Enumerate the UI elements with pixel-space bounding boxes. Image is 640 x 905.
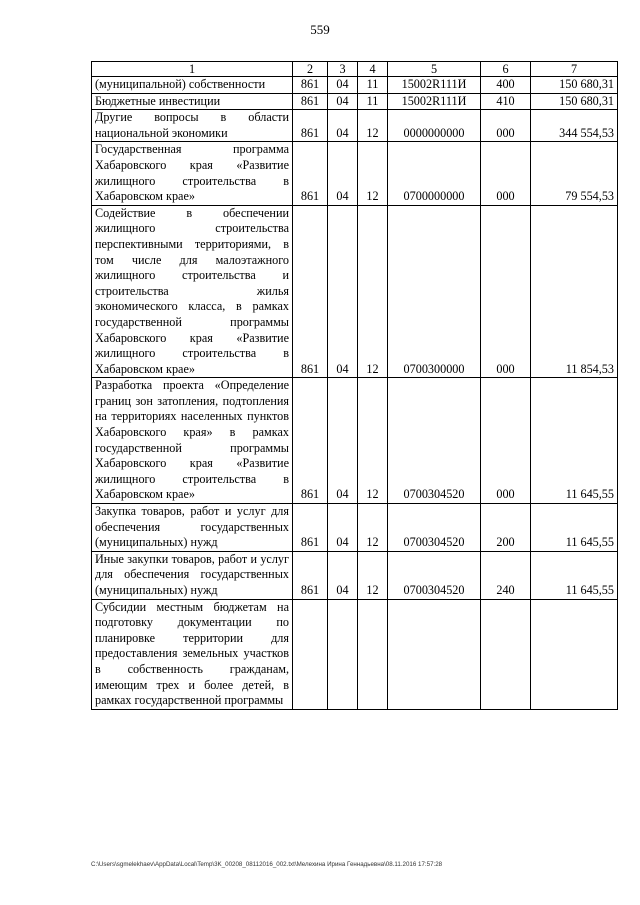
expense-type-code: 000 [481, 142, 531, 205]
amount: 79 554,53 [531, 142, 618, 205]
row-name: Государственная программа Хабаровского края «Развитие жилищного строительства в Хабаровском крае» [92, 142, 293, 205]
expense-type-code: 200 [481, 504, 531, 552]
subsection-code [358, 599, 388, 709]
ministry-code [293, 599, 328, 709]
target-article-code: 15002R111И [388, 77, 481, 94]
subsection-code: 11 [358, 93, 388, 110]
section-code: 04 [328, 110, 358, 142]
ministry-code: 861 [293, 142, 328, 205]
target-article-code: 0700304520 [388, 551, 481, 599]
target-article-code: 0000000000 [388, 110, 481, 142]
expense-type-code [481, 599, 531, 709]
subsection-code: 12 [358, 110, 388, 142]
row-name: Закупка товаров, работ и услуг для обеспечения государственных (муниципальных) нужд [92, 504, 293, 552]
row-name: Иные закупки товаров, работ и услуг для обеспечения государственных (муниципальных) нужд [92, 551, 293, 599]
row-name: Субсидии местным бюджетам на подготовку документации по планировке территории для предоставления земельных участков в собственность гражданам, имеющим трех и более детей, в рамках государственной программы [92, 599, 293, 709]
expense-type-code: 000 [481, 205, 531, 378]
page-number: 559 [310, 22, 330, 37]
section-code: 04 [328, 378, 358, 504]
expense-type-code: 400 [481, 77, 531, 94]
section-code: 04 [328, 205, 358, 378]
target-article-code: 0700300000 [388, 205, 481, 378]
amount [531, 599, 618, 709]
subsection-code: 12 [358, 142, 388, 205]
budget-table [91, 61, 618, 710]
target-article-code: 0700000000 [388, 142, 481, 205]
ministry-code: 861 [293, 205, 328, 378]
subsection-code: 12 [358, 504, 388, 552]
section-code: 04 [328, 93, 358, 110]
table-row [92, 142, 618, 205]
table-row [92, 599, 618, 709]
expense-type-code: 000 [481, 378, 531, 504]
table-row [92, 77, 618, 94]
amount: 344 554,53 [531, 110, 618, 142]
table-row [92, 205, 618, 378]
row-name: Разработка проекта «Определение границ зон затопления, подтопления на территориях населенных пунктов Хабаровского края» в рамках государственной программы Хабаровского края «Развитие жилищного строительства в Хабаровском крае» [92, 378, 293, 504]
table-row [92, 504, 618, 552]
target-article-code: 0700304520 [388, 378, 481, 504]
col-header: 7 [531, 62, 618, 77]
row-name: Другие вопросы в области национальной экономики [92, 110, 293, 142]
amount: 11 645,55 [531, 504, 618, 552]
col-header: 3 [328, 62, 358, 77]
ministry-code: 861 [293, 77, 328, 94]
ministry-code: 861 [293, 93, 328, 110]
section-code: 04 [328, 142, 358, 205]
expense-type-code: 240 [481, 551, 531, 599]
section-code [328, 599, 358, 709]
subsection-code: 11 [358, 77, 388, 94]
target-article-code: 0700304520 [388, 504, 481, 552]
expense-type-code: 410 [481, 93, 531, 110]
subsection-code: 12 [358, 205, 388, 378]
subsection-code: 12 [358, 378, 388, 504]
amount: 150 680,31 [531, 93, 618, 110]
ministry-code: 861 [293, 110, 328, 142]
target-article-code [388, 599, 481, 709]
ministry-code: 861 [293, 378, 328, 504]
amount: 150 680,31 [531, 77, 618, 94]
row-name: Содействие в обеспечении жилищного строительства перспективными территориями, в том числе для малоэтажного жилищного строительства и строительства жилья экономического класса, в рамках государственной программы Хабаровского края «Развитие жилищного строительства в Хабаровском крае» [92, 205, 293, 378]
target-article-code: 15002R111И [388, 93, 481, 110]
col-header: 1 [92, 62, 293, 77]
subsection-code: 12 [358, 551, 388, 599]
file-path-footer: C:\Users\sgmelekhaev\AppData\Local\Temp\3K_00208_08112016_002.txt\Мелехина Ирина Геннадьевна\08.11.2016 17:57:28 [91, 861, 443, 868]
table-row [92, 551, 618, 599]
ministry-code: 861 [293, 551, 328, 599]
amount: 11 645,55 [531, 551, 618, 599]
ministry-code: 861 [293, 504, 328, 552]
amount: 11 854,53 [531, 205, 618, 378]
col-header: 2 [293, 62, 328, 77]
row-name: (муниципальной) собственности [92, 77, 293, 94]
col-header: 5 [388, 62, 481, 77]
header-row [92, 62, 618, 77]
section-code: 04 [328, 551, 358, 599]
expense-type-code: 000 [481, 110, 531, 142]
table-row [92, 110, 618, 142]
table-row [92, 378, 618, 504]
amount: 11 645,55 [531, 378, 618, 504]
col-header: 6 [481, 62, 531, 77]
col-header: 4 [358, 62, 388, 77]
table-row [92, 93, 618, 110]
section-code: 04 [328, 77, 358, 94]
row-name: Бюджетные инвестиции [92, 93, 293, 110]
section-code: 04 [328, 504, 358, 552]
